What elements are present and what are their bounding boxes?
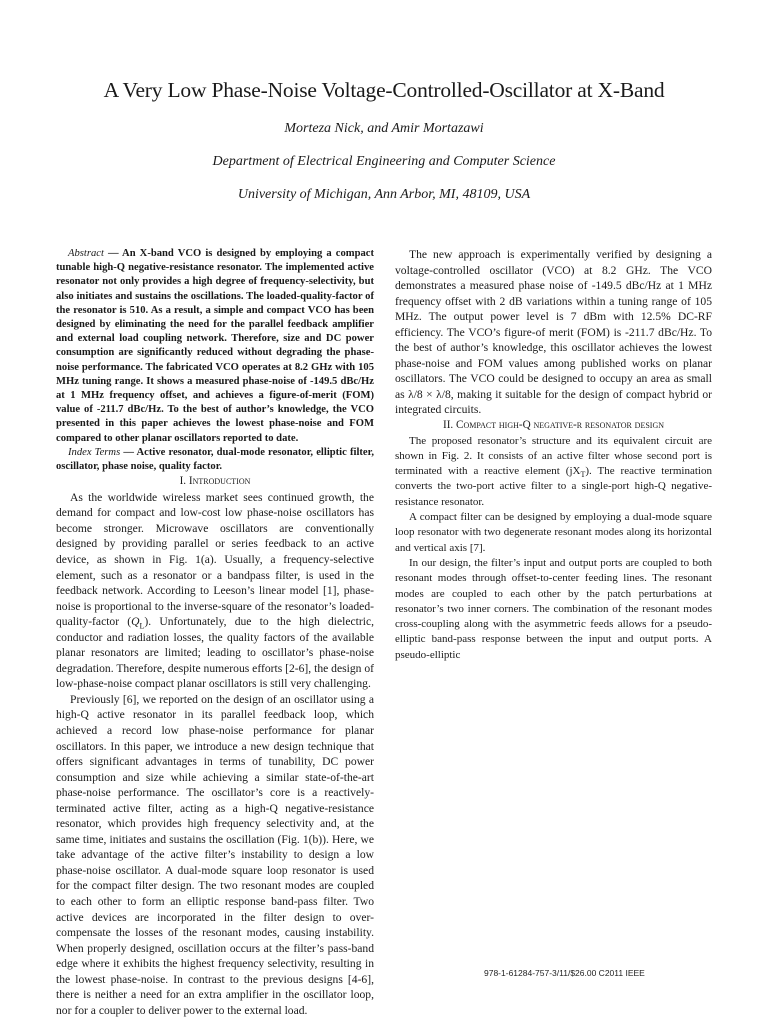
index-terms-paragraph: [56, 446, 374, 474]
section-2-number: II.: [442, 419, 457, 432]
section-2-title: Compact high-Q negative-r resonator design: [456, 419, 665, 432]
paper-title: A Very Low Phase-Noise Voltage-Controlled-Oscillator at X-Band: [103, 78, 665, 102]
q-subscript: L: [139, 621, 145, 631]
section-2-paragraph-1-text-b: ). The reactive termination converts the two-port active filter to a single-port high-Q negative-resistance resonator.: [395, 465, 712, 508]
section-2-paragraph-1-text-a: The proposed resonator’s structure and its equivalent circuit are shown in Fig. 2. It consists of an active filter whose second port is terminated with a reactive element (jX: [395, 434, 712, 478]
section-2-paragraph-2: A compact filter can be designed by employing a dual-mode square loop resonator with two degenerate resonant modes along its horizontal and vertical axis [7].: [395, 511, 712, 554]
section-2-paragraph-1: [395, 434, 712, 510]
index-terms-text: — Active resonator, dual-mode resonator, elliptic filter, oscillator, phase noise, quality factor.: [56, 446, 374, 473]
abstract-text: — An X-band VCO is designed by employing a compact tunable high-Q negative-resistance resonator. The implemented active resonator not only provides a high degree of frequency-selectivity, but also initiates and sustains the oscillations. The loaded-quality-factor of the resonator is 510. As a result, a simple and compact VCO has been designed by eliminating the need for the parallel feedback amplifier and external load coupling network. Therefore, size and DC power consumption are significantly reduced without degrading the phase-noise performance. The fabricated VCO operates at 8.2 GHz with 105 MHz tuning range. It shows a measured phase-noise of -149.5 dBc/Hz at 1 MHz frequency offset, and achieves a figure-of-merit (FOM) value of -211.7 dBc/Hz. To the best of author’s knowledge, the VCO presented in this paper achieves the lowest phase-noise and FOM compared to other planar oscillators reported to date.: [56, 248, 374, 444]
section-1-title: Introduction: [188, 475, 251, 488]
section-1-paragraph-2: Previously [6], we reported on the design of an oscillator using a high-Q active resonator in its parallel feedback loop, which achieved a record low phase-noise performance for planar oscillators. In this paper, we introduce a new design technique that offers significant advantages in terms of tunability, DC power consumption and size while achieving a similar state-of-the-art phase-noise performance. The oscillator’s core is a reactively-terminated active filter, acting as a high-Q negative-resistance resonator, which provides high frequency selectivity and, at the same time, initiates and sustains the oscillation (Fig. 1(b)). Here, we take advantage of the active filter’s instability to design a low phase-noise oscillator. A dual-mode square loop resonator is used for the compact filter design. The two resonant modes are coupled to each other to form an elliptic response band-pass filter. Two active devices are incorporated in the filter design to over-compensate the losses of the resonant modes, causing instability. When properly designed, oscillation occurs at the filter’s pass-band edge where it exhibits the highest frequency selectivity, resulting in the lowest phase-noise. In contrast to the previous designs [4-6], there is neither a need for an extra amplifier in the oscillator loop, nor for a coupler to deliver power to the external load.: [56, 692, 374, 1017]
left-column: [56, 247, 374, 1018]
department-line: Department of Electrical Engineering and Computer Science: [212, 154, 556, 169]
university-line: University of Michigan, Ann Arbor, MI, 48109, USA: [237, 187, 531, 202]
section-1-paragraph-1: [56, 490, 374, 692]
xt-subscript: T: [580, 470, 586, 480]
section-1-paragraph-1-text-a: As the worldwide wireless market sees continued growth, the demand for compact and low-cost low phase-noise oscillators has become stronger. Microwave oscillators are conventionally designed by providing parallel or series feedback to an active device, as shown in Fig. 1(a). Usually, a frequency-selective element, such as a resonator or a bandpass filter, is used in the feedback network. According to Leeson’s linear model [1], phase-noise is proportional to the inverse-square of the resonator’s loaded-quality-factor (: [56, 490, 374, 629]
q-symbol: Q: [131, 615, 140, 629]
section-2-body: [395, 434, 712, 663]
section-2-paragraph-3: In our design, the filter’s input and output ports are coupled to both resonant modes through offset-to-center feeding lines. The resonant modes are coupled to each other by the patch perturbations at resonator’s two inner corners. The combination of the resonant modes cross-coupling along with the asymmetric feeds allows for a pseudo-elliptic band-pass response between the input and output ports. A pseudo-elliptic: [395, 556, 712, 661]
section-1-number: I.: [179, 475, 189, 488]
section-1-paragraph-1-text-b: ). Unfortunately, due to the high dielectric, conductor and radiation losses, the quality factors of the available planar resonators are limited; leading to oscillator’s phase-noise degradation. Therefore, despite numerous efforts [2-6], the design of low-phase-noise compact planar oscillators is still very challenging.: [56, 615, 374, 691]
section-2-heading: [395, 418, 712, 434]
author-line: Morteza Nick, and Amir Mortazawi: [284, 121, 484, 136]
copyright-footer: 978-1-61284-757-3/11/$26.00 C2011 IEEE: [484, 968, 645, 978]
right-column: [395, 247, 712, 663]
section-1-paragraph-3: The new approach is experimentally verified by designing a voltage-controlled oscillator (VCO) at 8.2 GHz. The VCO demonstrates a measured phase noise of -149.5 dBc/Hz at 1 MHz frequency offset with 2 dB variations within a tuning range of 105 MHz. The output power level is 7 dBm with 12.5% DC-RF efficiency. The VCO’s figure-of merit (FOM) is -211.7 dBc/Hz. To the best of author’s knowledge, this oscillator achieves the lowest phase-noise and FOM values among published works on planar oscillators. The VCO could be designed to occupy an area as small as λ/8 × λ/8, making it suitable for the design of compact hybrid or integrated circuits.: [395, 248, 712, 417]
abstract-label: Abstract: [68, 248, 104, 259]
section-1-heading: [56, 474, 374, 490]
index-terms-label: Index Terms: [68, 446, 121, 458]
abstract-paragraph: [56, 247, 374, 446]
